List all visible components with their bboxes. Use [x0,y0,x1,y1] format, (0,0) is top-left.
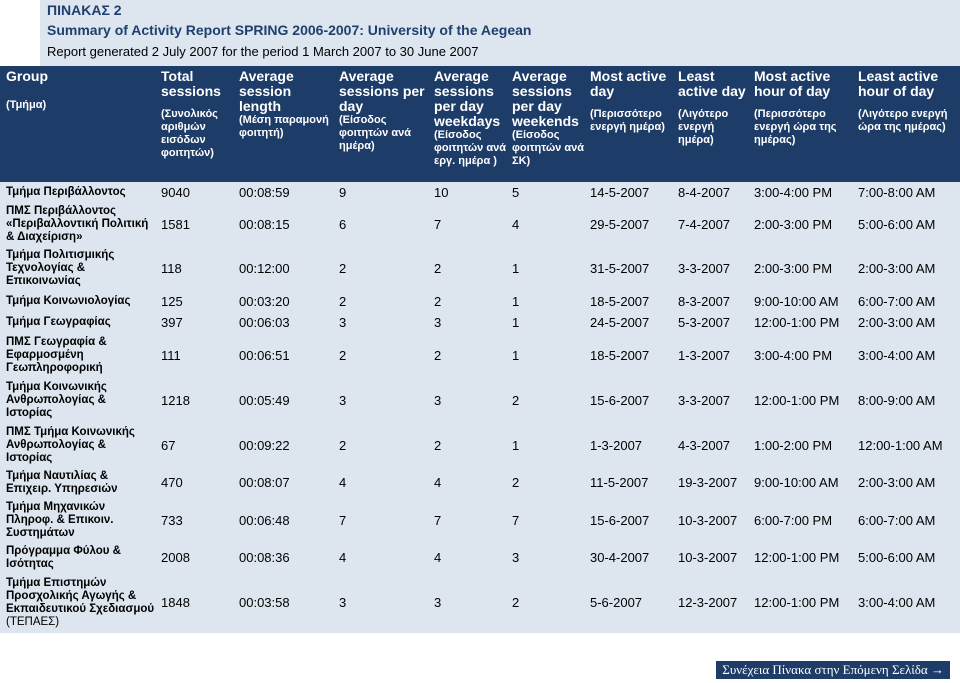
sessions-per-day-cell: 6 [339,216,347,232]
group-name: Τμήμα Γεωγραφίας [6,316,111,328]
session-length-cell: 00:08:15 [239,216,290,232]
session-length-cell: 00:05:49 [239,392,290,408]
sessions-per-day-cell: 4 [339,475,347,490]
most-active-day-cell: 14-5-2007 [590,184,650,200]
least-active-day-cell: 8-3-2007 [678,293,731,309]
total-sessions-cell: 397 [161,314,183,330]
table-row [0,333,960,378]
weekdays-cell: 4 [434,475,442,490]
col-header-session-length: Average session length (Μέση παραμονή φοιτητή) [239,68,329,139]
weekends-cell: 2 [512,392,520,408]
col-header-least-active-hour: Least active hour of day (Λιγότερο ενεργή ώρα της ημέρας) [858,68,948,133]
session-length-cell: 00:08:07 [239,475,290,490]
group-name-cell [0,246,155,291]
table-header-row [0,66,960,182]
most-active-hour-cell: 9:00-10:00 AM [754,293,839,309]
least-active-hour-cell: 6:00-7:00 AM [858,512,936,528]
group-name-cell [0,543,155,573]
session-length-cell: 00:08:59 [239,184,290,200]
most-active-day-cell: 11-5-2007 [590,475,649,490]
group-name: ΠΜΣ Τμήμα Κοινωνικής Ανθρωπολογίας & Ιστορίας [6,426,135,464]
most-active-hour-cell: 9:00-10:00 AM [754,475,839,490]
weekdays-cell: 2 [434,437,442,453]
sessions-per-day-cell: 4 [339,550,347,565]
most-active-hour-cell: 6:00-7:00 PM [754,512,833,528]
group-name-cell [0,333,155,378]
most-active-day-cell: 18-5-2007 [590,293,650,309]
most-active-hour-cell: 12:00-1:00 PM [754,314,840,330]
group-name: Τμήμα Κοινωνιολογίας [6,295,131,307]
sessions-per-day-cell: 2 [339,260,347,276]
total-sessions-cell: 1218 [161,392,190,408]
group-name-cell [0,182,155,203]
least-active-hour-cell: 6:00-7:00 AM [858,293,936,309]
total-sessions-cell: 111 [161,347,181,363]
session-length-cell: 00:09:22 [239,437,290,453]
total-sessions-cell: 67 [161,437,176,453]
col-header-most-active-hour: Most active hour of day (Περισσότερο ενεργή ώρα της ημέρας) [754,68,837,146]
session-length-cell: 00:08:36 [239,550,290,565]
total-sessions-cell: 470 [161,475,183,490]
sessions-per-day-cell: 9 [339,184,347,200]
table-row [0,498,960,543]
group-name: Τμήμα Περιβάλλοντος [6,186,126,198]
most-active-day-cell: 24-5-2007 [590,314,650,330]
sessions-per-day-cell: 2 [339,347,347,363]
least-active-hour-cell: 2:00-3:00 AM [858,475,936,490]
weekdays-cell: 2 [434,293,442,309]
group-name: ΠΜΣ Περιβάλλοντος «Περιβαλλοντική Πολιτική & Διαχείριση» [6,205,149,243]
table-row [0,246,960,291]
least-active-day-cell: 7-4-2007 [678,216,731,232]
weekdays-cell: 2 [434,347,442,363]
session-length-cell: 00:03:58 [239,595,290,610]
table-row [0,423,960,468]
next-page-note: Συνέχεια Πίνακα στην Επόμενη Σελίδα → [716,661,950,679]
col-header-group: Group (Τμήμα) [6,68,48,111]
most-active-day-cell: 31-5-2007 [590,260,650,276]
group-abbrev: (ΤΕΠΑΕΣ) [6,616,60,628]
group-name: Τμήμα Μηχανικών Πληροφ. & Επικοιν. Συστημάτων [6,501,114,539]
most-active-day-cell: 29-5-2007 [590,216,650,232]
table-row [0,378,960,423]
table-row [0,291,960,312]
report-title: Summary of Activity Report SPRING 2006-2007: University of the Aegean [47,22,532,38]
most-active-hour-cell: 12:00-1:00 PM [754,392,840,408]
least-active-day-cell: 3-3-2007 [678,260,731,276]
most-active-day-cell: 1-3-2007 [590,437,643,453]
weekdays-cell: 7 [434,216,442,232]
table-label: ΠΙΝΑΚΑΣ 2 [47,2,122,18]
total-sessions-cell: 118 [161,260,182,276]
least-active-hour-cell: 2:00-3:00 AM [858,260,936,276]
sessions-per-day-cell: 3 [339,595,347,610]
least-active-hour-cell: 8:00-9:00 AM [858,392,936,408]
most-active-day-cell: 15-6-2007 [590,512,650,528]
group-name-cell [0,468,155,498]
weekends-cell: 7 [512,512,520,528]
group-name-cell [0,203,155,246]
least-active-day-cell: 3-3-2007 [678,392,731,408]
col-header-most-active-day: Most active day (Περισσότερο ενεργή ημέρα) [590,68,667,133]
most-active-hour-cell: 12:00-1:00 PM [754,595,840,610]
session-length-cell: 00:06:03 [239,314,290,330]
most-active-hour-cell: 3:00-4:00 PM [754,184,833,200]
weekdays-cell: 3 [434,595,442,610]
sessions-per-day-cell: 3 [339,314,347,330]
least-active-hour-cell: 2:00-3:00 AM [858,314,936,330]
weekends-cell: 1 [512,260,520,276]
total-sessions-cell: 1581 [161,216,190,232]
sessions-per-day-cell: 7 [339,512,347,528]
table-row [0,468,960,498]
weekends-cell: 1 [512,347,520,363]
most-active-day-cell: 18-5-2007 [590,347,650,363]
weekdays-cell: 2 [434,260,442,276]
weekends-cell: 1 [512,437,520,453]
table-row [0,573,960,633]
least-active-hour-cell: 5:00-6:00 AM [858,216,936,232]
weekends-cell: 2 [512,475,520,490]
most-active-day-cell: 5-6-2007 [590,595,643,610]
table-row [0,312,960,333]
sessions-per-day-cell: 3 [339,392,347,408]
least-active-day-cell: 4-3-2007 [678,437,731,453]
total-sessions-cell: 1848 [161,595,190,610]
group-name-cell [0,378,155,423]
table-row [0,543,960,573]
group-name: Τμήμα Επιστημών Προσχολικής Αγωγής & Εκπαιδευτικού Σχεδιασμού [6,577,155,615]
group-name: Πρόγραμμα Φύλου & Ισότητας [6,545,121,570]
table-row [0,182,960,203]
least-active-hour-cell: 3:00-4:00 AM [858,347,936,363]
group-name: Τμήμα Ναυτιλίας & Επιχειρ. Υπηρεσιών [6,470,118,495]
group-name: Τμήμα Κοινωνικής Ανθρωπολογίας & Ιστορίας [6,381,107,419]
least-active-day-cell: 5-3-2007 [678,314,731,330]
most-active-hour-cell: 1:00-2:00 PM [754,437,833,453]
most-active-hour-cell: 12:00-1:00 PM [754,550,840,565]
group-name-cell [0,291,155,312]
total-sessions-cell: 125 [161,293,183,309]
group-name-cell [0,573,155,633]
group-name: Τμήμα Πολιτισμικής Τεχνολογίας & Επικοινωνίας [6,249,115,287]
least-active-day-cell: 12-3-2007 [678,595,738,610]
weekdays-cell: 3 [434,314,442,330]
session-length-cell: 00:06:51 [239,347,290,363]
table-row [0,203,960,246]
least-active-day-cell: 1-3-2007 [678,347,731,363]
sessions-per-day-cell: 2 [339,293,347,309]
report-generated-line: Report generated 2 July 2007 for the period 1 March 2007 to 30 June 2007 [47,44,479,59]
weekends-cell: 5 [512,184,520,200]
sessions-per-day-cell: 2 [339,437,347,453]
most-active-hour-cell: 2:00-3:00 PM [754,260,833,276]
col-header-weekends: Average sessions per day weekends (Είσοδος φοιτητών ανά ΣΚ) [512,68,584,167]
group-name-cell [0,498,155,543]
most-active-day-cell: 30-4-2007 [590,550,650,565]
weekends-cell: 4 [512,216,520,232]
col-header-weekdays: Average sessions per day weekdays (Είσοδος φοιτητών ανά εργ. ημέρα ) [434,68,506,167]
weekdays-cell: 7 [434,512,442,528]
weekdays-cell: 10 [434,184,449,200]
col-header-sessions-per-day: Average sessions per day (Είσοδος φοιτητών ανά ημέρα) [339,68,425,152]
weekends-cell: 2 [512,595,520,610]
col-header-least-active-day: Least active day (Λιγότερο ενεργή ημέρα) [678,68,746,146]
most-active-day-cell: 15-6-2007 [590,392,650,408]
total-sessions-cell: 9040 [161,184,190,200]
weekends-cell: 3 [512,550,520,565]
session-length-cell: 00:12:00 [239,260,290,276]
most-active-hour-cell: 3:00-4:00 PM [754,347,833,363]
least-active-day-cell: 10-3-2007 [678,512,738,528]
least-active-hour-cell: 7:00-8:00 AM [858,184,936,200]
most-active-hour-cell: 2:00-3:00 PM [754,216,833,232]
col-header-total-sessions: Total sessions (Συνολικός αριθμών εισόδων φοιτητών) [161,68,221,159]
activity-table [0,66,960,633]
total-sessions-cell: 2008 [161,550,190,565]
group-name-cell [0,423,155,468]
weekends-cell: 1 [512,314,520,330]
group-name: ΠΜΣ Γεωγραφία & Εφαρμοσμένη Γεωπληροφορική [6,336,107,374]
least-active-hour-cell: 5:00-6:00 AM [858,550,936,565]
weekdays-cell: 4 [434,550,442,565]
least-active-day-cell: 8-4-2007 [678,184,731,200]
least-active-hour-cell: 3:00-4:00 AM [858,595,936,610]
session-length-cell: 00:03:20 [239,293,290,309]
session-length-cell: 00:06:48 [239,512,290,528]
total-sessions-cell: 733 [161,512,183,528]
weekdays-cell: 3 [434,392,442,408]
weekends-cell: 1 [512,293,520,309]
least-active-hour-cell: 12:00-1:00 AM [858,437,943,453]
report-header [0,0,960,66]
least-active-day-cell: 19-3-2007 [678,475,738,490]
group-name-cell [0,312,155,333]
least-active-day-cell: 10-3-2007 [678,550,738,565]
